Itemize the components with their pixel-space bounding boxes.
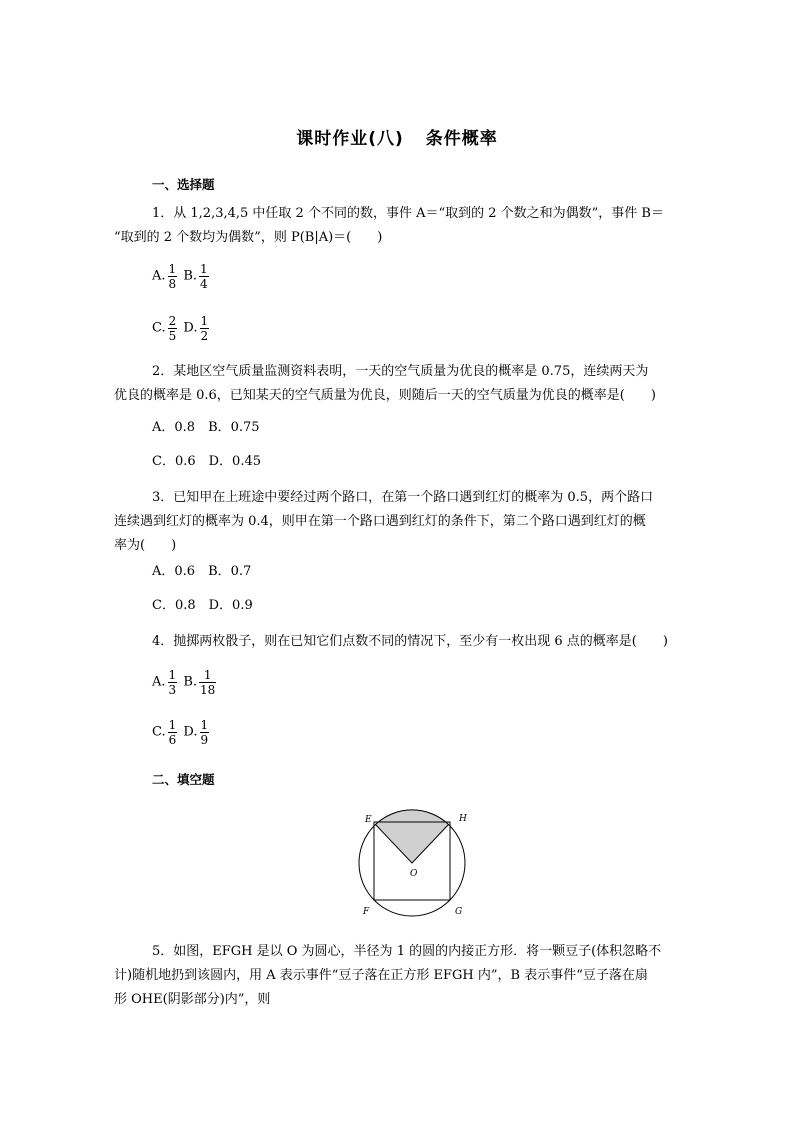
- question-1-options-row-1: [152, 262, 211, 291]
- question-3-line-3: 率为( ): [114, 538, 177, 553]
- question-3-line-1: 3．已知甲在上班途中要经过两个路口，在第一个路口遇到红灯的概率为 0.5，两个路口: [152, 490, 654, 505]
- fraction: $\frac{1}{4}$: [200, 262, 208, 291]
- question-3-options-row-2: C．0.8 D．0.9: [152, 598, 253, 613]
- question-5-line-2: 计)随机地扔到该圆内，用 A 表示事件“豆子落在正方形 EFGH 内”，B 表示事件“豆子落在扇: [114, 968, 648, 983]
- fraction: $\frac{1}{3}$: [168, 668, 177, 697]
- option-label: A.: [152, 674, 166, 690]
- question-4-options-row-2: [152, 718, 211, 747]
- question-2-options-row-2: C．0.6 D．0.45: [152, 454, 261, 469]
- circle-square-figure: [355, 808, 475, 920]
- question-3: [114, 486, 682, 558]
- page-title: [0, 124, 794, 149]
- fraction: $\frac{1}{8}$: [168, 262, 177, 291]
- shaded-sector-ohe: [376, 810, 449, 863]
- option-label: B.: [183, 674, 197, 690]
- question-3-options-row-1: A．0.6 B．0.7: [152, 564, 252, 579]
- label-f: F: [363, 907, 370, 917]
- label-g: G: [455, 907, 463, 917]
- question-2: [114, 360, 682, 408]
- question-4-options-row-1: [152, 668, 218, 697]
- label-o: O: [410, 869, 418, 879]
- question-3-line-2: 连续遇到红灯的概率为 0.4，则甲在第一个路口遇到红灯的条件下，第二个路口遇到红灯的概: [114, 514, 646, 529]
- fraction: $\frac{1}{6}$: [168, 718, 177, 747]
- label-h: H: [459, 814, 467, 824]
- option-label: D.: [183, 724, 198, 740]
- option-label: B.: [183, 268, 197, 284]
- label-e: E: [365, 815, 372, 825]
- question-1-line-2: “取到的 2 个数均为偶数”，则 P(B|A)＝( ): [114, 230, 383, 245]
- fraction: $\frac{2}{5}$: [168, 314, 177, 343]
- section-heading-fill: 二、填空题: [152, 772, 215, 787]
- question-4-line-1: 4．抛掷两枚骰子，则在已知它们点数不同的情况下，至少有一枚出现 6 点的概率是( ): [152, 634, 668, 649]
- fraction: $\frac{1}{18}$: [200, 668, 216, 697]
- option-label: C.: [152, 724, 166, 740]
- question-4: [114, 630, 682, 654]
- title-topic: 条件概率: [425, 129, 498, 149]
- option-label: D.: [183, 320, 198, 336]
- fraction: $\frac{1}{2}$: [200, 314, 209, 343]
- question-5: [114, 940, 682, 1012]
- question-1-line-1: 1．从 1,2,3,4,5 中任取 2 个不同的数，事件 A＝“取到的 2 个数之和为偶数”，事件 B＝: [152, 206, 664, 221]
- question-5-line-3: 形 OHE(阴影部分)内”，则: [114, 992, 271, 1007]
- section-heading-choice: 一、选择题: [152, 177, 215, 192]
- question-2-options-row-1: A．0.8 B．0.75: [152, 420, 260, 435]
- option-label: A.: [152, 268, 166, 284]
- question-2-line-2: 优良的概率是 0.6，已知某天的空气质量为优良，则随后一天的空气质量为优良的概率是( ): [114, 388, 656, 403]
- title-main: 课时作业(八): [296, 129, 404, 149]
- question-5-line-1: 5．如图，EFGH 是以 O 为圆心，半径为 1 的圆的内接正方形．将一颗豆子(体积忽略不: [152, 944, 662, 959]
- question-2-line-1: 2．某地区空气质量监测资料表明，一天的空气质量为优良的概率是 0.75，连续两天为: [152, 364, 649, 379]
- option-label: C.: [152, 320, 166, 336]
- question-1: [114, 202, 682, 250]
- question-1-options-row-2: [152, 314, 211, 343]
- fraction: $\frac{1}{9}$: [200, 718, 209, 747]
